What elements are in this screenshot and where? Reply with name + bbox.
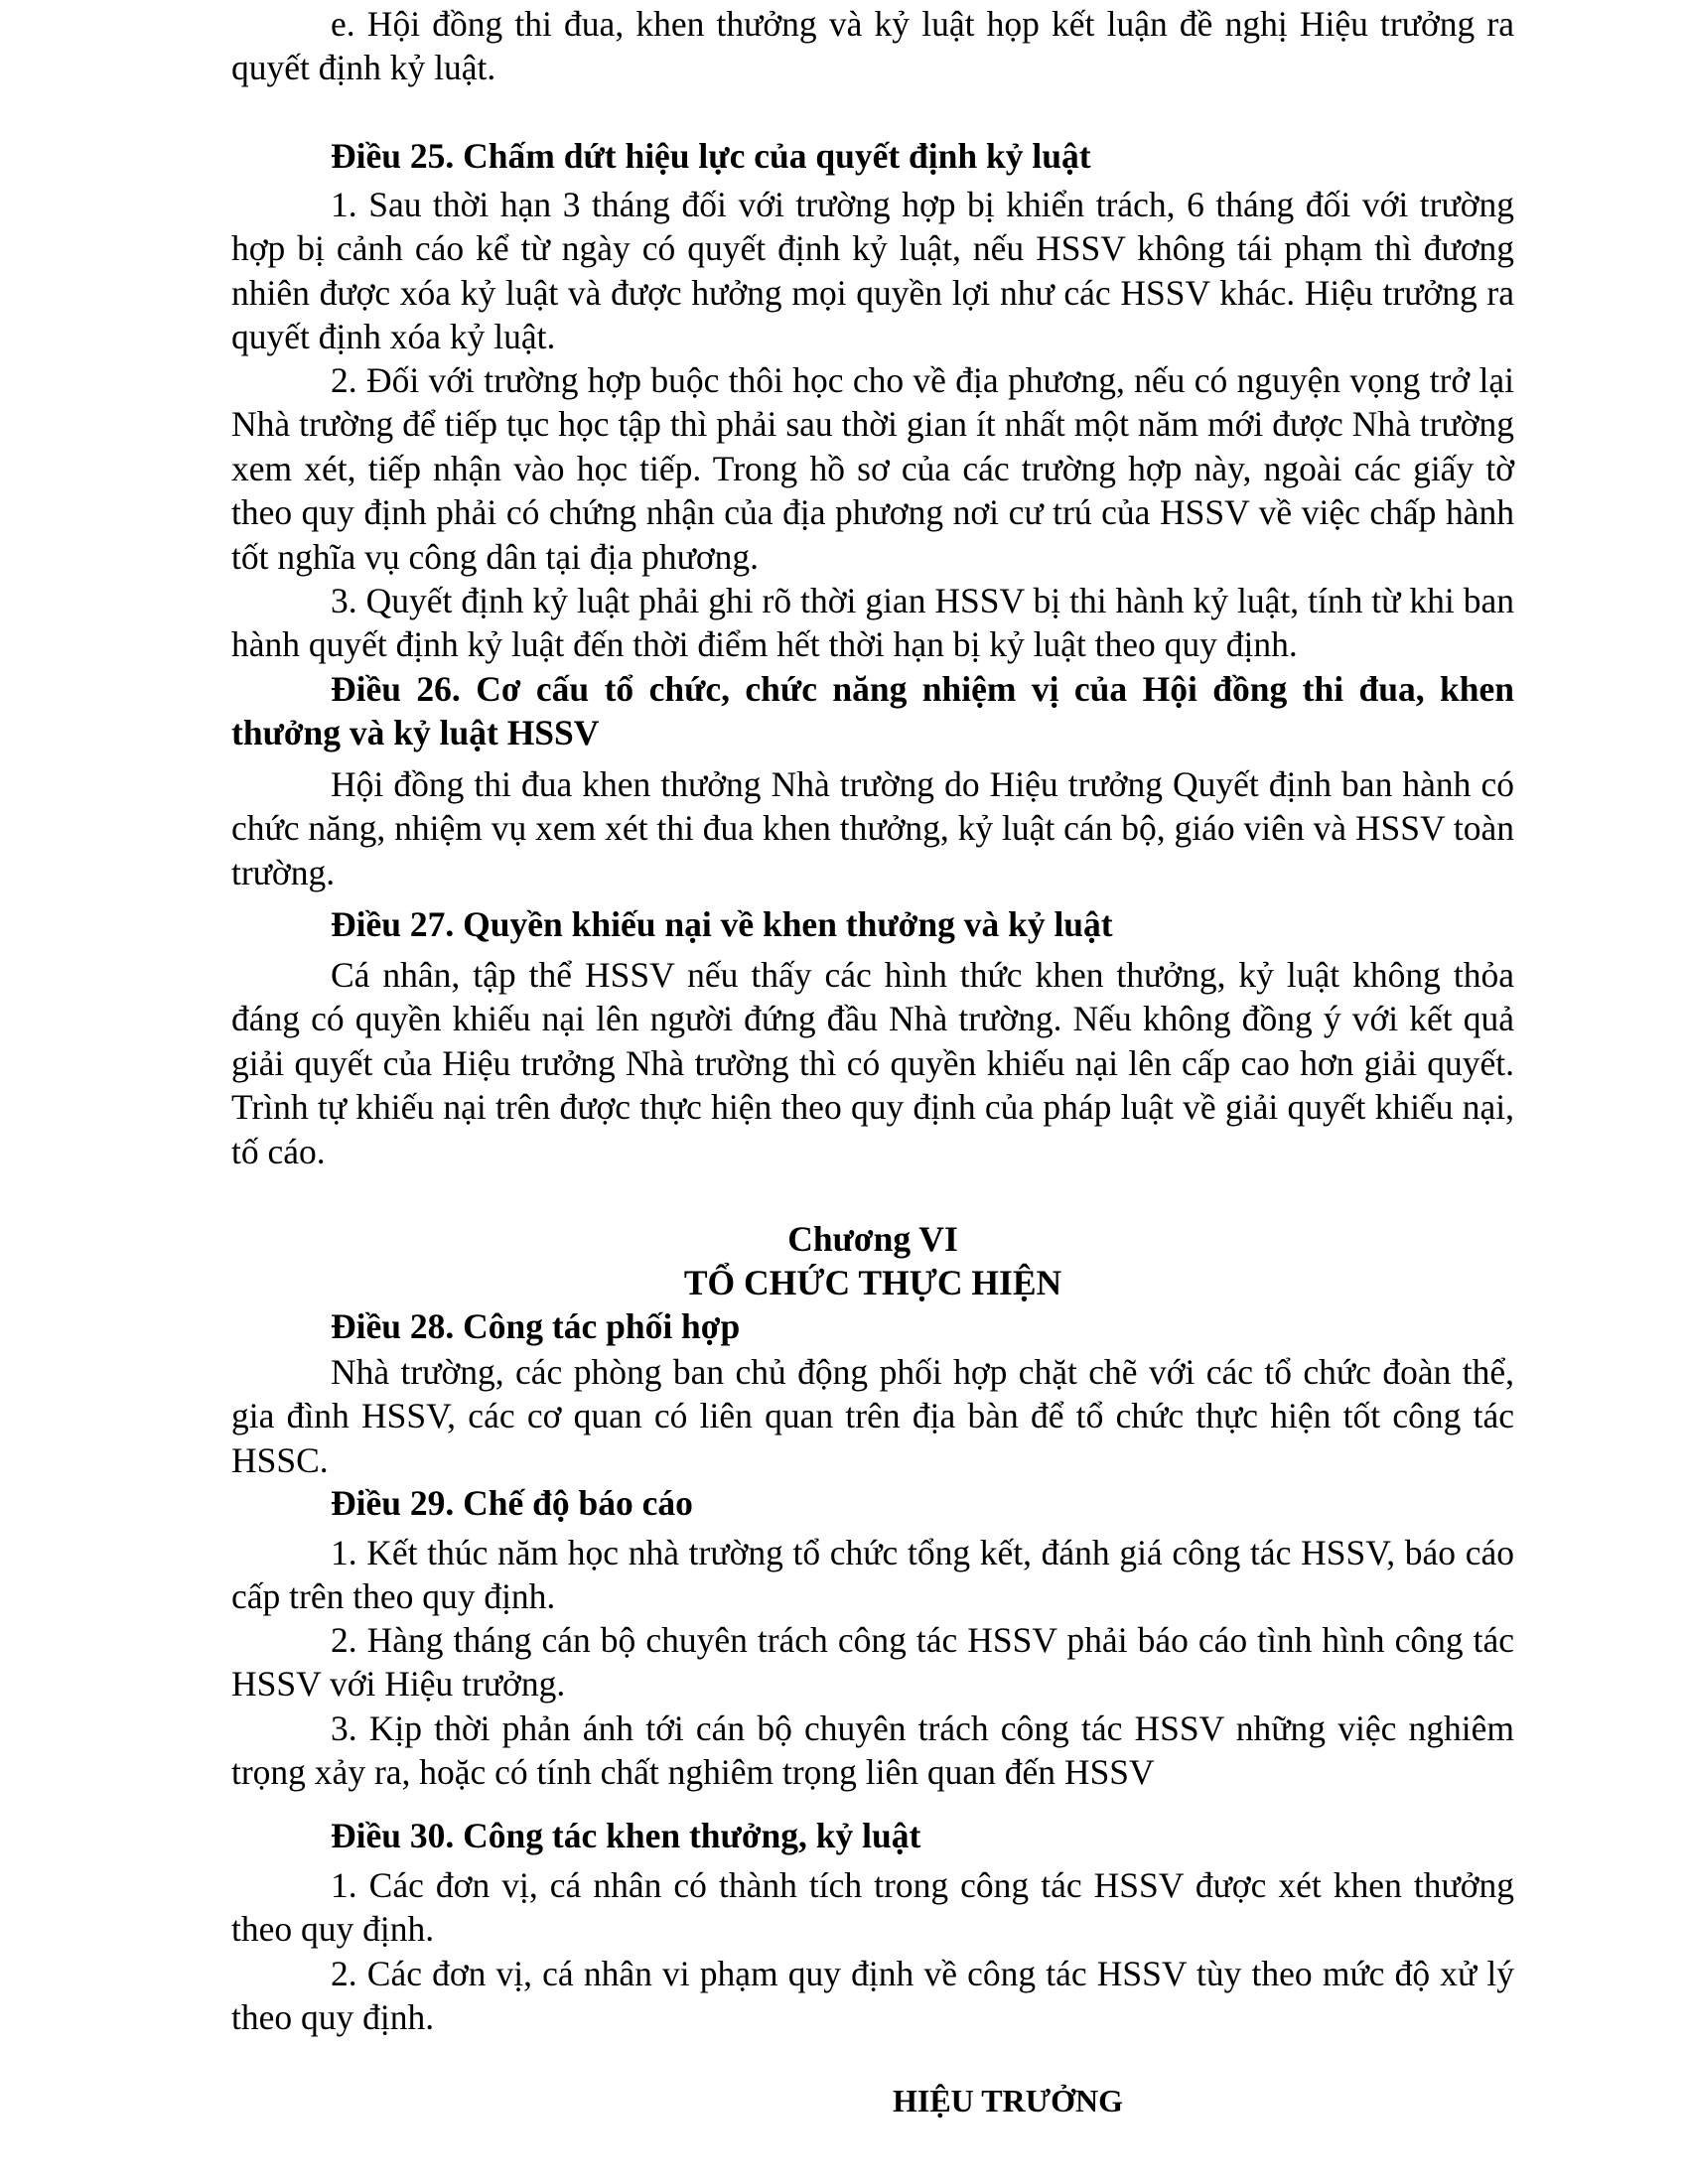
article-26-title: Điều 26. Cơ cấu tổ chức, chức năng nhiệm vị của Hội đồng thi đua, khen thưởng và kỷ luật HSSV	[231, 669, 1514, 753]
article-28-body: Nhà trường, các phòng ban chủ động phối hợp chặt chẽ với các tổ chức đoàn thể, gia đình HSSV, các cơ quan có liên quan trên địa bàn để tổ chức thực hiện tốt công tác HSSC.	[231, 1352, 1514, 1480]
article-30-clause-1: 1. Các đơn vị, cá nhân có thành tích trong công tác HSSV được xét khen thưởng theo quy định.	[231, 1865, 1514, 1950]
article-30-clause-2: 2. Các đơn vị, cá nhân vi phạm quy định về công tác HSSV tùy theo mức độ xử lý theo quy định.	[231, 1954, 1514, 2038]
article-27-title: Điều 27. Quyền khiếu nại về khen thưởng và kỷ luật	[331, 904, 1113, 944]
article-29-clause-2: 2. Hàng tháng cán bộ chuyên trách công tác HSSV phải báo cáo tình hình công tác HSSV với Hiệu trưởng.	[231, 1620, 1514, 1705]
article-26-body: Hội đồng thi đua khen thưởng Nhà trường do Hiệu trưởng Quyết định ban hành có chức năng, nhiệm vụ xem xét thi đua khen thưởng, kỷ luật cán bộ, giáo viên và HSSV toàn trường.	[231, 764, 1514, 892]
signature-title: HIỆU TRƯỞNG	[892, 2083, 1124, 2118]
article-27-body: Cá nhân, tập thể HSSV nếu thấy các hình thức khen thưởng, kỷ luật không thỏa đáng có quyền khiếu nại lên người đứng đầu Nhà trường. Nếu không đồng ý với kết quả giải quyết của Hiệu trưởng Nhà trường thì có quyền khiếu nại lên cấp cao hơn giải quyết. Trình tự khiếu nại trên được thực hiện theo quy định của pháp luật về giải quyết khiếu nại, tố cáo.	[231, 955, 1514, 1171]
article-25-clause-3: 3. Quyết định kỷ luật phải ghi rõ thời gian HSSV bị thi hành kỷ luật, tính từ khi ban hành quyết định kỷ luật đến thời điểm hết thời hạn bị kỷ luật theo quy định.	[231, 581, 1514, 665]
article-29-clause-3: 3. Kịp thời phản ánh tới cán bộ chuyên trách công tác HSSV những việc nghiêm trọng xảy ra, hoặc có tính chất nghiêm trọng liên quan đến HSSV	[231, 1708, 1514, 1793]
article-25-clause-1: 1. Sau thời hạn 3 tháng đối với trường hợp bị khiển trách, 6 tháng đối với trường hợp bị cảnh cáo kể từ ngày có quyết định kỷ luật, nếu HSSV không tái phạm thì đương nhiên được xóa kỷ luật và được hưởng mọi quyền lợi như các HSSV khác. Hiệu trưởng ra quyết định xóa kỷ luật.	[231, 185, 1514, 357]
article-29-clause-1: 1. Kết thúc năm học nhà trường tổ chức tổng kết, đánh giá công tác HSSV, báo cáo cấp trên theo quy định.	[231, 1533, 1514, 1617]
chapter-title: TỔ CHỨC THỰC HIỆN	[683, 1263, 1062, 1302]
article-30-title: Điều 30. Công tác khen thưởng, kỷ luật	[331, 1816, 921, 1855]
article-25-clause-2: 2. Đối với trường hợp buộc thôi học cho về địa phương, nếu có nguyện vọng trở lại Nhà trường để tiếp tục học tập thì phải sau thời gian ít nhất một năm mới được Nhà trường xem xét, tiếp nhận vào học tiếp. Trong hồ sơ của các trường hợp này, ngoài các giấy tờ theo quy định phải có chứng nhận của địa phương nơi cư trú của HSSV về việc chấp hành tốt nghĩa vụ công dân tại địa phương.	[231, 360, 1514, 577]
chapter-number: Chương VI	[787, 1219, 958, 1259]
article-29-title: Điều 29. Chế độ báo cáo	[331, 1483, 693, 1523]
paragraph-item-e: e. Hội đồng thi đua, khen thưởng và kỷ luật họp kết luận đề nghị Hiệu trưởng ra quyết định kỷ luật.	[231, 4, 1514, 88]
article-25-title: Điều 25. Chấm dứt hiệu lực của quyết định kỷ luật	[331, 136, 1091, 176]
article-28-title: Điều 28. Công tác phối hợp	[331, 1306, 741, 1346]
